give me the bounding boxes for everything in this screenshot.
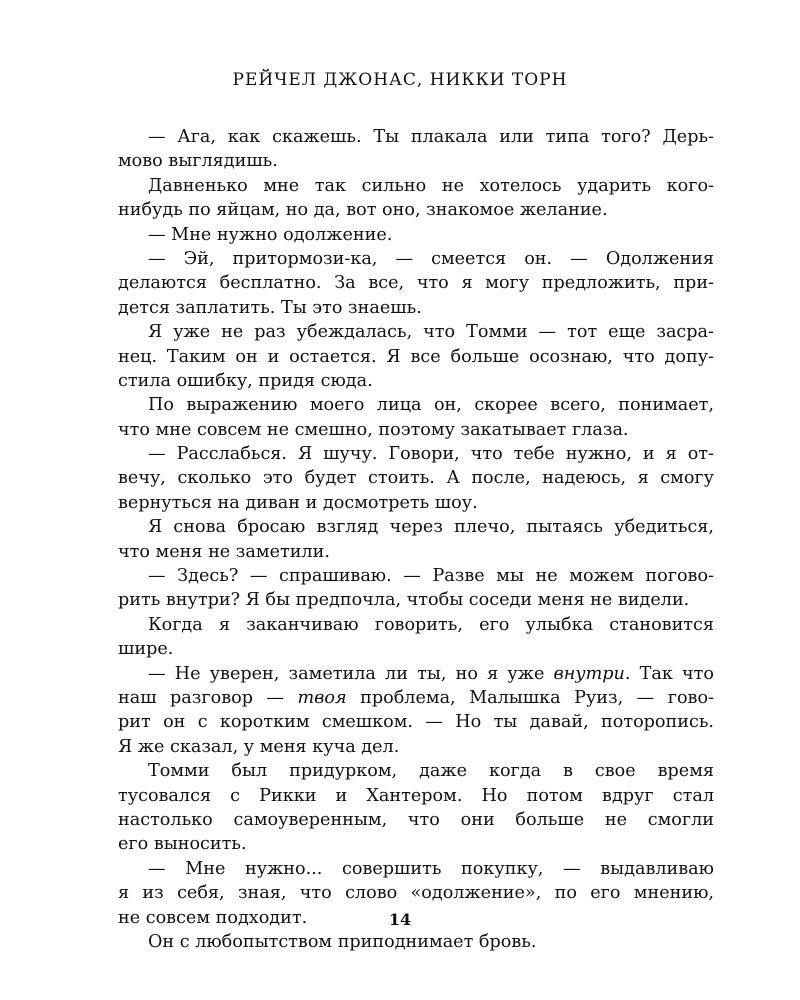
- text-line-continuation: проблема, Малышка Руиз, — гово-: [346, 687, 714, 708]
- text-line-content: стила ошибку, придя сюда.: [118, 370, 373, 391]
- text-line: [118, 808, 714, 832]
- body-text: [118, 125, 714, 954]
- text-line: [118, 393, 714, 417]
- text-line-content: наш разговор —: [118, 687, 298, 708]
- emphasis-text: внутри: [553, 663, 625, 684]
- text-line-content: Я уже не раз убеждалась, что Томми — тот еще засра-: [148, 322, 714, 343]
- page-number: 14: [388, 910, 412, 929]
- text-line-content: нец. Таким он и остается. Я все больше осознаю, что допу-: [118, 346, 714, 367]
- text-line-content: — Ага, как скажешь. Ты плакала или типа того? Дерь-: [148, 127, 714, 147]
- text-line: [118, 564, 714, 588]
- text-line-content: — Расслабься. Я шучу. Говори, что тебе нужно, и я от-: [148, 444, 714, 465]
- text-line: [118, 296, 714, 320]
- text-line: [118, 857, 714, 881]
- text-line-content: — Мне нужно... совершить покупку, — выдавливаю: [148, 858, 714, 879]
- text-line: [118, 125, 714, 149]
- text-line: [118, 247, 714, 271]
- text-line-content: нибудь по яйцам, но да, вот оно, знакомое желание.: [118, 200, 608, 221]
- text-line-content: Когда я заканчиваю говорить, его улыбка становится: [148, 614, 714, 635]
- text-line-content: что меня не заметили.: [118, 541, 330, 562]
- text-line-content: — Здесь? — спрашиваю. — Разве мы не можем погово-: [148, 566, 714, 587]
- text-line-content: тусовался с Рикки и Хантером. Но потом вдруг стал: [118, 785, 714, 806]
- text-line: [118, 832, 714, 856]
- text-line: [118, 320, 714, 344]
- text-line: [118, 198, 714, 222]
- text-line-content: — Эй, притормози-ка, — смеется он. — Одолжения: [148, 248, 714, 269]
- text-line: [118, 345, 714, 369]
- text-line: [118, 223, 714, 247]
- text-line: [118, 613, 714, 637]
- text-line-content: Я снова бросаю взгляд через плечо, пытаясь убедиться,: [148, 517, 714, 538]
- text-line-content: я из себя, зная, что слово «одолжение», по его мнению,: [118, 883, 714, 904]
- text-line-content: По выражению моего лица он, скорее всего, понимает,: [148, 395, 714, 416]
- text-line: [118, 930, 714, 954]
- text-line: [118, 637, 714, 661]
- text-line-content: шире.: [118, 639, 174, 660]
- text-line-content: его выносить.: [118, 834, 247, 855]
- text-line-content: дется заплатить. Ты это знаешь.: [118, 297, 422, 318]
- text-line: [118, 735, 714, 759]
- text-line-content: вечу, сколько это будет стоить. А после, надеюсь, я смогу: [118, 468, 714, 489]
- text-line-content: рить внутри? Я бы предпочла, чтобы соседи меня не видели.: [118, 590, 690, 611]
- text-line: [118, 759, 714, 783]
- text-line-content: делаются бесплатно. За все, что я могу предложить, при-: [118, 273, 714, 294]
- text-line-content: Я же сказал, у меня куча дел.: [118, 736, 400, 757]
- text-line-content: рит он с коротким смешком. — Но ты давай, поторопись.: [118, 712, 714, 733]
- text-line-content: Давненько мне так сильно не хотелось ударить кого-: [148, 175, 714, 196]
- text-line-content: не совсем подходит.: [118, 907, 308, 928]
- text-line: [118, 271, 714, 295]
- text-line: [118, 491, 714, 515]
- text-line-content: настолько самоуверенным, что они больше не смогли: [118, 809, 714, 830]
- emphasis-text: твоя: [297, 687, 347, 708]
- text-line-continuation: . Так что: [624, 663, 714, 684]
- text-line: [118, 515, 714, 539]
- text-line: [118, 149, 714, 173]
- text-line: [118, 784, 714, 808]
- text-line: [118, 174, 714, 198]
- text-line-content: Томми был придурком, даже когда в свое время: [148, 761, 714, 782]
- text-line: [118, 662, 714, 686]
- text-line: [118, 540, 714, 564]
- text-line-content: — Мне нужно одолжение.: [148, 224, 393, 245]
- text-line: [118, 418, 714, 442]
- text-line: [118, 588, 714, 612]
- text-line: [118, 442, 714, 466]
- text-line: [118, 881, 714, 905]
- text-line-content: — Не уверен, заметила ли ты, но я уже: [148, 663, 554, 684]
- text-line-content: что мне совсем не смешно, поэтому закатывает глаза.: [118, 419, 629, 440]
- text-line: [118, 686, 714, 710]
- text-line-content: мово выглядишь.: [118, 151, 278, 172]
- text-line-content: Он с любопытством приподнимает бровь.: [148, 931, 537, 952]
- text-line: [118, 466, 714, 490]
- running-head: РЕЙЧЕЛ ДЖОНАС, НИККИ ТОРН: [232, 70, 568, 90]
- text-line-content: вернуться на диван и досмотреть шоу.: [118, 492, 478, 513]
- text-line: [118, 710, 714, 734]
- text-line: [118, 369, 714, 393]
